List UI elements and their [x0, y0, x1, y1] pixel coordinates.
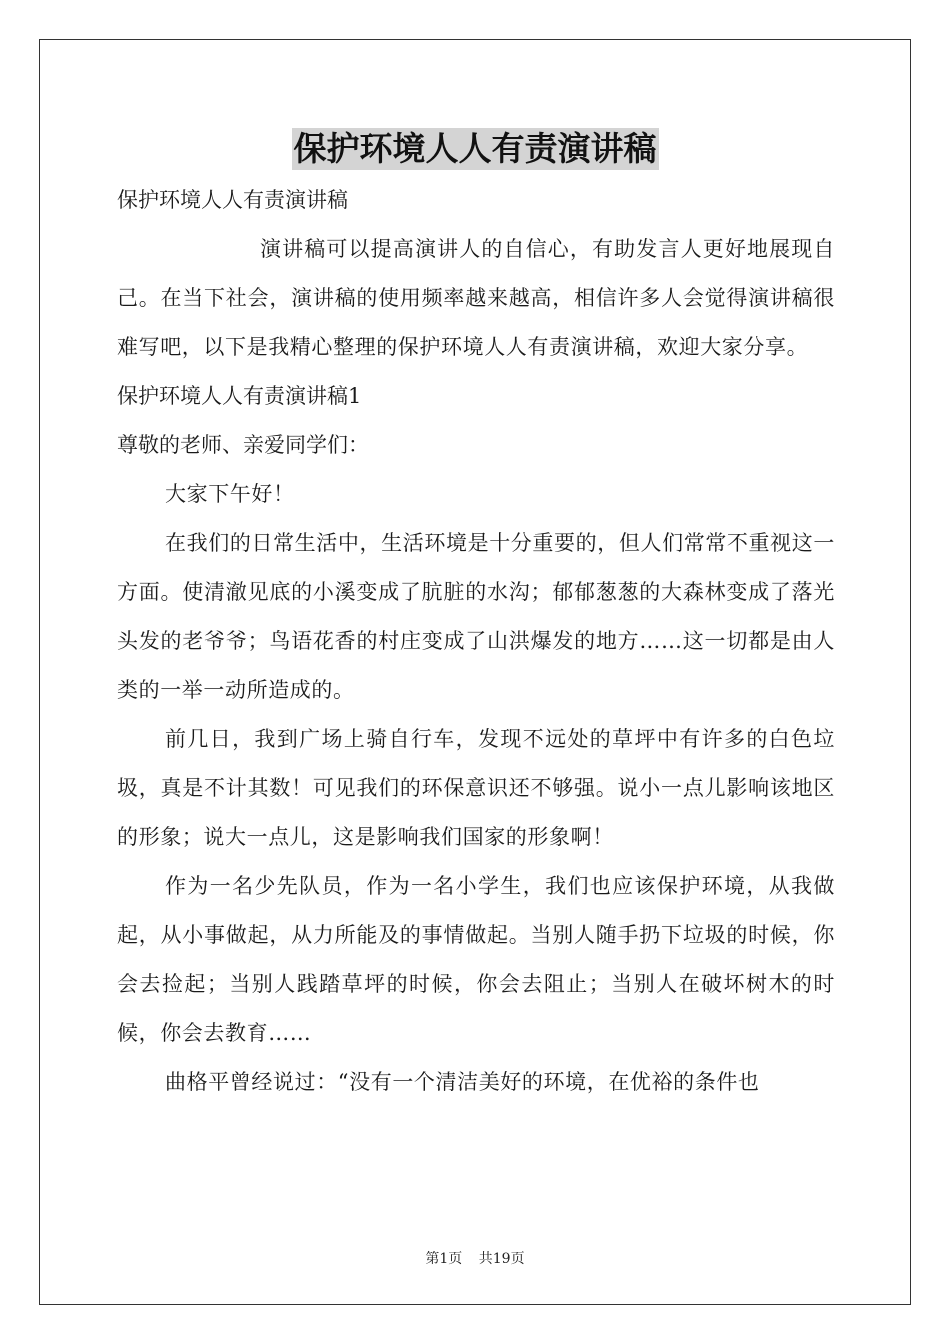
body-paragraph-3: 作为一名少先队员，作为一名小学生，我们也应该保护环境，从我做起，从小事做起，从力所能及的事情做起。当别人随手扔下垃圾的时候，你会去捡起；当别人践踏草坪的时候，你会去阻止；当别人在破坏树木的时候，你会去教育…… [117, 874, 835, 1045]
intro-paragraph: 演讲稿可以提高演讲人的自信心，有助发言人更好地展现自己。在当下社会，演讲稿的使用频率越来越高，相信许多人会觉得演讲稿很难写吧，以下是我精心整理的保护环境人人有责演讲稿，欢迎大家分享。 [117, 237, 835, 359]
title-container [0, 128, 950, 170]
page-footer [0, 1248, 950, 1268]
body-paragraph-2: 前几日，我到广场上骑自行车，发现不远处的草坪中有许多的白色垃圾，真是不计其数！可见我们的环保意识还不够强。说小一点儿影响该地区的形象；说大一点儿，这是影响我们国家的形象啊！ [117, 727, 835, 849]
document-body [117, 176, 835, 1107]
page-number: 第1页 [425, 1251, 463, 1267]
document-title: 保护环境人人有责演讲稿 [293, 129, 657, 168]
page-total: 共19页 [478, 1251, 525, 1267]
greeting: 大家下午好！ [165, 482, 295, 506]
body-paragraph-1: 在我们的日常生活中，生活环境是十分重要的，但人们常常不重视这一方面。使清澈见底的小溪变成了肮脏的水沟；郁郁葱葱的大森林变成了落光头发的老爷爷；鸟语花香的村庄变成了山洪爆发的地方……这一切都是由人类的一举一动所造成的。 [117, 531, 835, 702]
salutation: 尊敬的老师、亲爱同学们： [117, 433, 369, 457]
subtitle-line: 保护环境人人有责演讲稿 [117, 188, 348, 212]
section-heading: 保护环境人人有责演讲稿1 [117, 384, 362, 408]
body-paragraph-4: 曲格平曾经说过：“没有一个清洁美好的环境，在优裕的条件也 [165, 1070, 760, 1094]
